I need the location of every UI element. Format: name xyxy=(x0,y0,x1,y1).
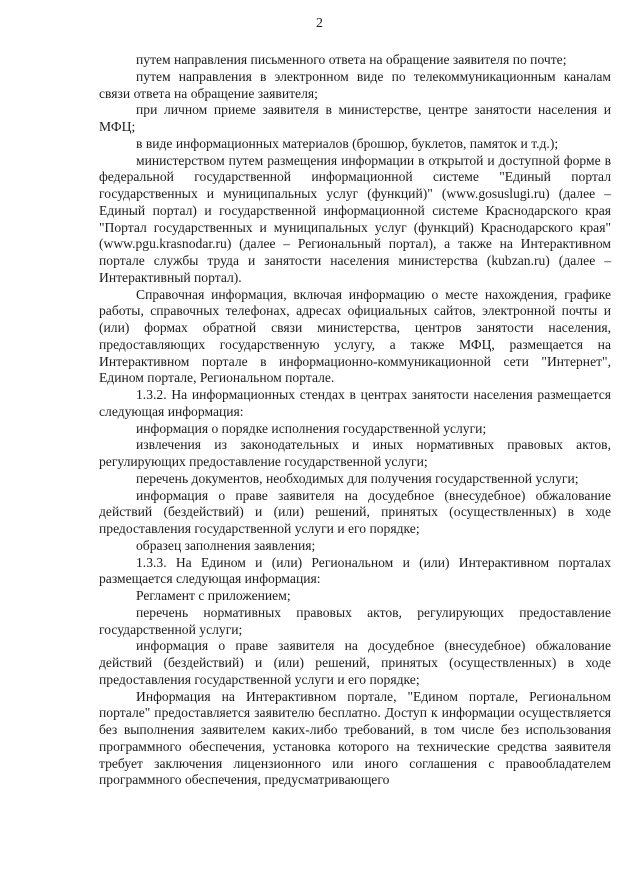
document-body xyxy=(99,52,611,789)
paragraph: министерством путем размещения информации в открытой и доступной форме в федеральной государственной информационной системе "Единый портал государственных и муниципальных услуг (функций)" (www.gosuslugi.ru) (далее – Единый портал) и государственной информационной системе Краснодарского края "Портал государственных и муниципальных услуг (функций) Краснодарского края" (www.pgu.krasnodar.ru) (далее – Региональный портал), а также на Интерактивном портале службы труда и занятости населения министерства (kubzan.ru) (далее – Интерактивный портал). xyxy=(99,152,611,285)
paragraph: путем направления в электронном виде по телекоммуникационным каналам связи ответа на обращение заявителя; xyxy=(99,68,611,101)
page-number: 2 xyxy=(316,16,323,31)
paragraph: Справочная информация, включая информацию о месте нахождения, графике работы, справочных телефонах, адресах официальных сайтов, электронной почты и (или) формах обратной связи министерства, центров занятости населения, предоставляющих государственную услугу, а также МФЦ, размещается на Интерактивном портале в информационно-коммуникационной сети "Интернет", Едином портале, Региональном портале. xyxy=(99,286,611,386)
paragraph: информация о праве заявителя на досудебное (внесудебное) обжалование действий (бездействий) и (или) решений, принятых (осуществленных) в ходе предоставления государственной услуги и его порядке; xyxy=(99,487,611,536)
paragraph: образец заполнения заявления; xyxy=(136,537,316,553)
paragraph: при личном приеме заявителя в министерстве, центре занятости населения и МФЦ; xyxy=(99,102,611,134)
paragraph: перечень документов, необходимых для получения государственной услуги; xyxy=(136,470,579,486)
paragraph: перечень нормативных правовых актов, регулирующих предоставление государственной услуги; xyxy=(99,604,611,637)
paragraph: в виде информационных материалов (брошюр, буклетов, памяток и т.д.); xyxy=(136,135,559,151)
paragraph: 1.3.2. На информационных стендах в центрах занятости населения размещается следующая информация: xyxy=(99,387,611,419)
paragraph: Регламент с приложением; xyxy=(136,588,291,603)
paragraph: извлечения из законодательных и иных нормативных правовых актов, регулирующих предоставление государственной услуги; xyxy=(99,437,611,469)
paragraph: информация о порядке исполнения государственной услуги; xyxy=(136,420,487,436)
paragraph: путем направления письменного ответа на обращение заявителя по почте; xyxy=(136,52,567,67)
paragraph: 1.3.3. На Едином и (или) Региональном и (или) Интерактивном порталах размещается следующая информация: xyxy=(99,554,611,587)
paragraph: информация о праве заявителя на досудебное (внесудебное) обжалование действий (бездействий) и (или) решений, принятых (осуществленных) в ходе предоставления государственной услуги и его порядке; xyxy=(99,638,611,687)
paragraph: Информация на Интерактивном портале, "Едином портале, Региональном портале" предоставляется заявителю бесплатно. Доступ к информации осуществляется без выполнения заявителем каких-либо требований, в том числе без использования программного обеспечения, установка которого на технические средства заявителя требует заключения лицензионного или иного соглашения с правообладателем программного обеспечения, предусматривающего xyxy=(99,688,611,788)
